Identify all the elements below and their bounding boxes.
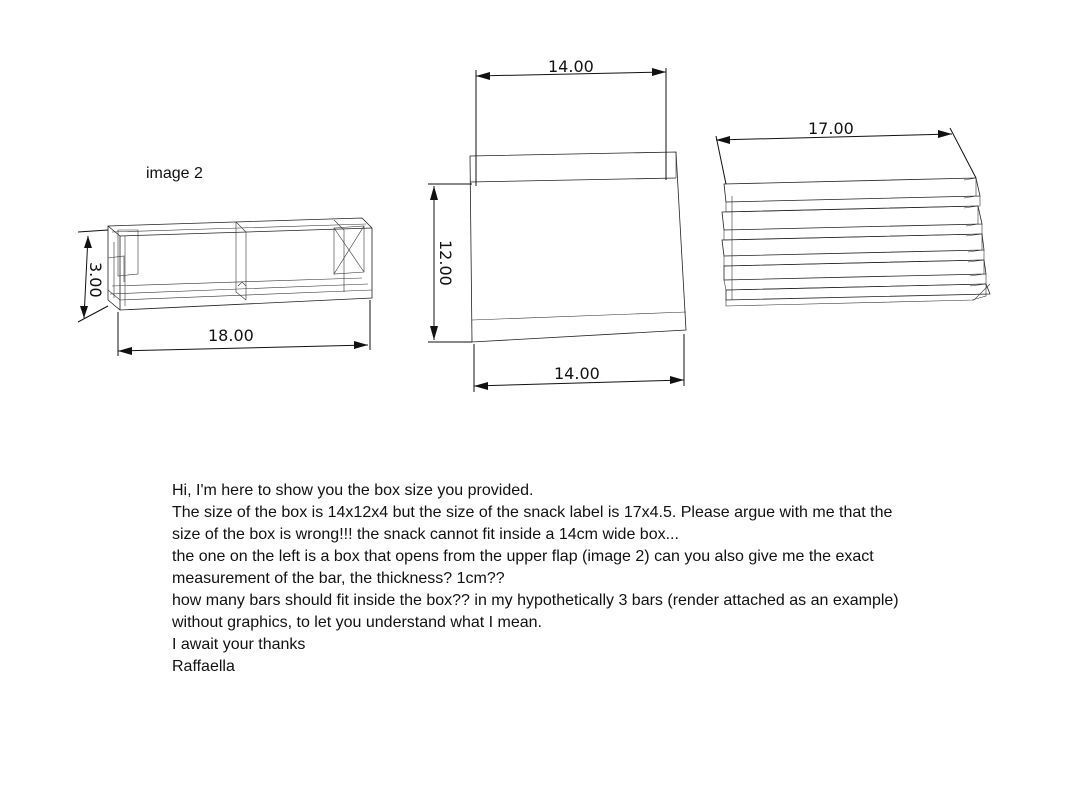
- message-line: without graphics, to let you understand what I mean.: [172, 614, 542, 631]
- middle-box-wireframe: [470, 152, 686, 342]
- message-line: size of the box is wrong!!! the snack cannot fit inside a 14cm wide box...: [172, 526, 679, 543]
- middle-top-width-label: 14.00: [548, 57, 594, 76]
- right-width-label: 17.00: [808, 119, 854, 138]
- message-text: [172, 480, 992, 678]
- message-line: Hi, I'm here to show you the box size you provided.: [172, 482, 534, 499]
- left-height-label: 3.00: [86, 262, 105, 298]
- right-bars-wireframe: [722, 178, 990, 306]
- message-line: the one on the left is a box that opens from the upper flap (image 2) can you also give me the exact: [172, 548, 874, 565]
- message-line: measurement of the bar, the thickness? 1cm??: [172, 570, 505, 587]
- middle-top-dimension: [476, 57, 666, 186]
- left-height-dimension: [78, 230, 108, 322]
- middle-height-label: 12.00: [436, 240, 455, 286]
- middle-height-dimension: [428, 184, 472, 342]
- middle-bottom-dimension: [474, 334, 684, 392]
- message-line: how many bars should fit inside the box?? in my hypothetically 3 bars (render attached as an example): [172, 592, 899, 609]
- message-signature: Raffaella: [172, 658, 235, 675]
- middle-bottom-width-label: 14.00: [554, 364, 600, 383]
- message-line: I await your thanks: [172, 636, 306, 653]
- right-width-dimension: [716, 119, 976, 184]
- left-box-wireframe: [108, 165, 372, 310]
- image-caption: image 2: [146, 165, 203, 182]
- left-length-label: 18.00: [208, 326, 254, 345]
- message-line: The size of the box is 14x12x4 but the size of the snack label is 17x4.5. Please argue with me that the: [172, 504, 893, 521]
